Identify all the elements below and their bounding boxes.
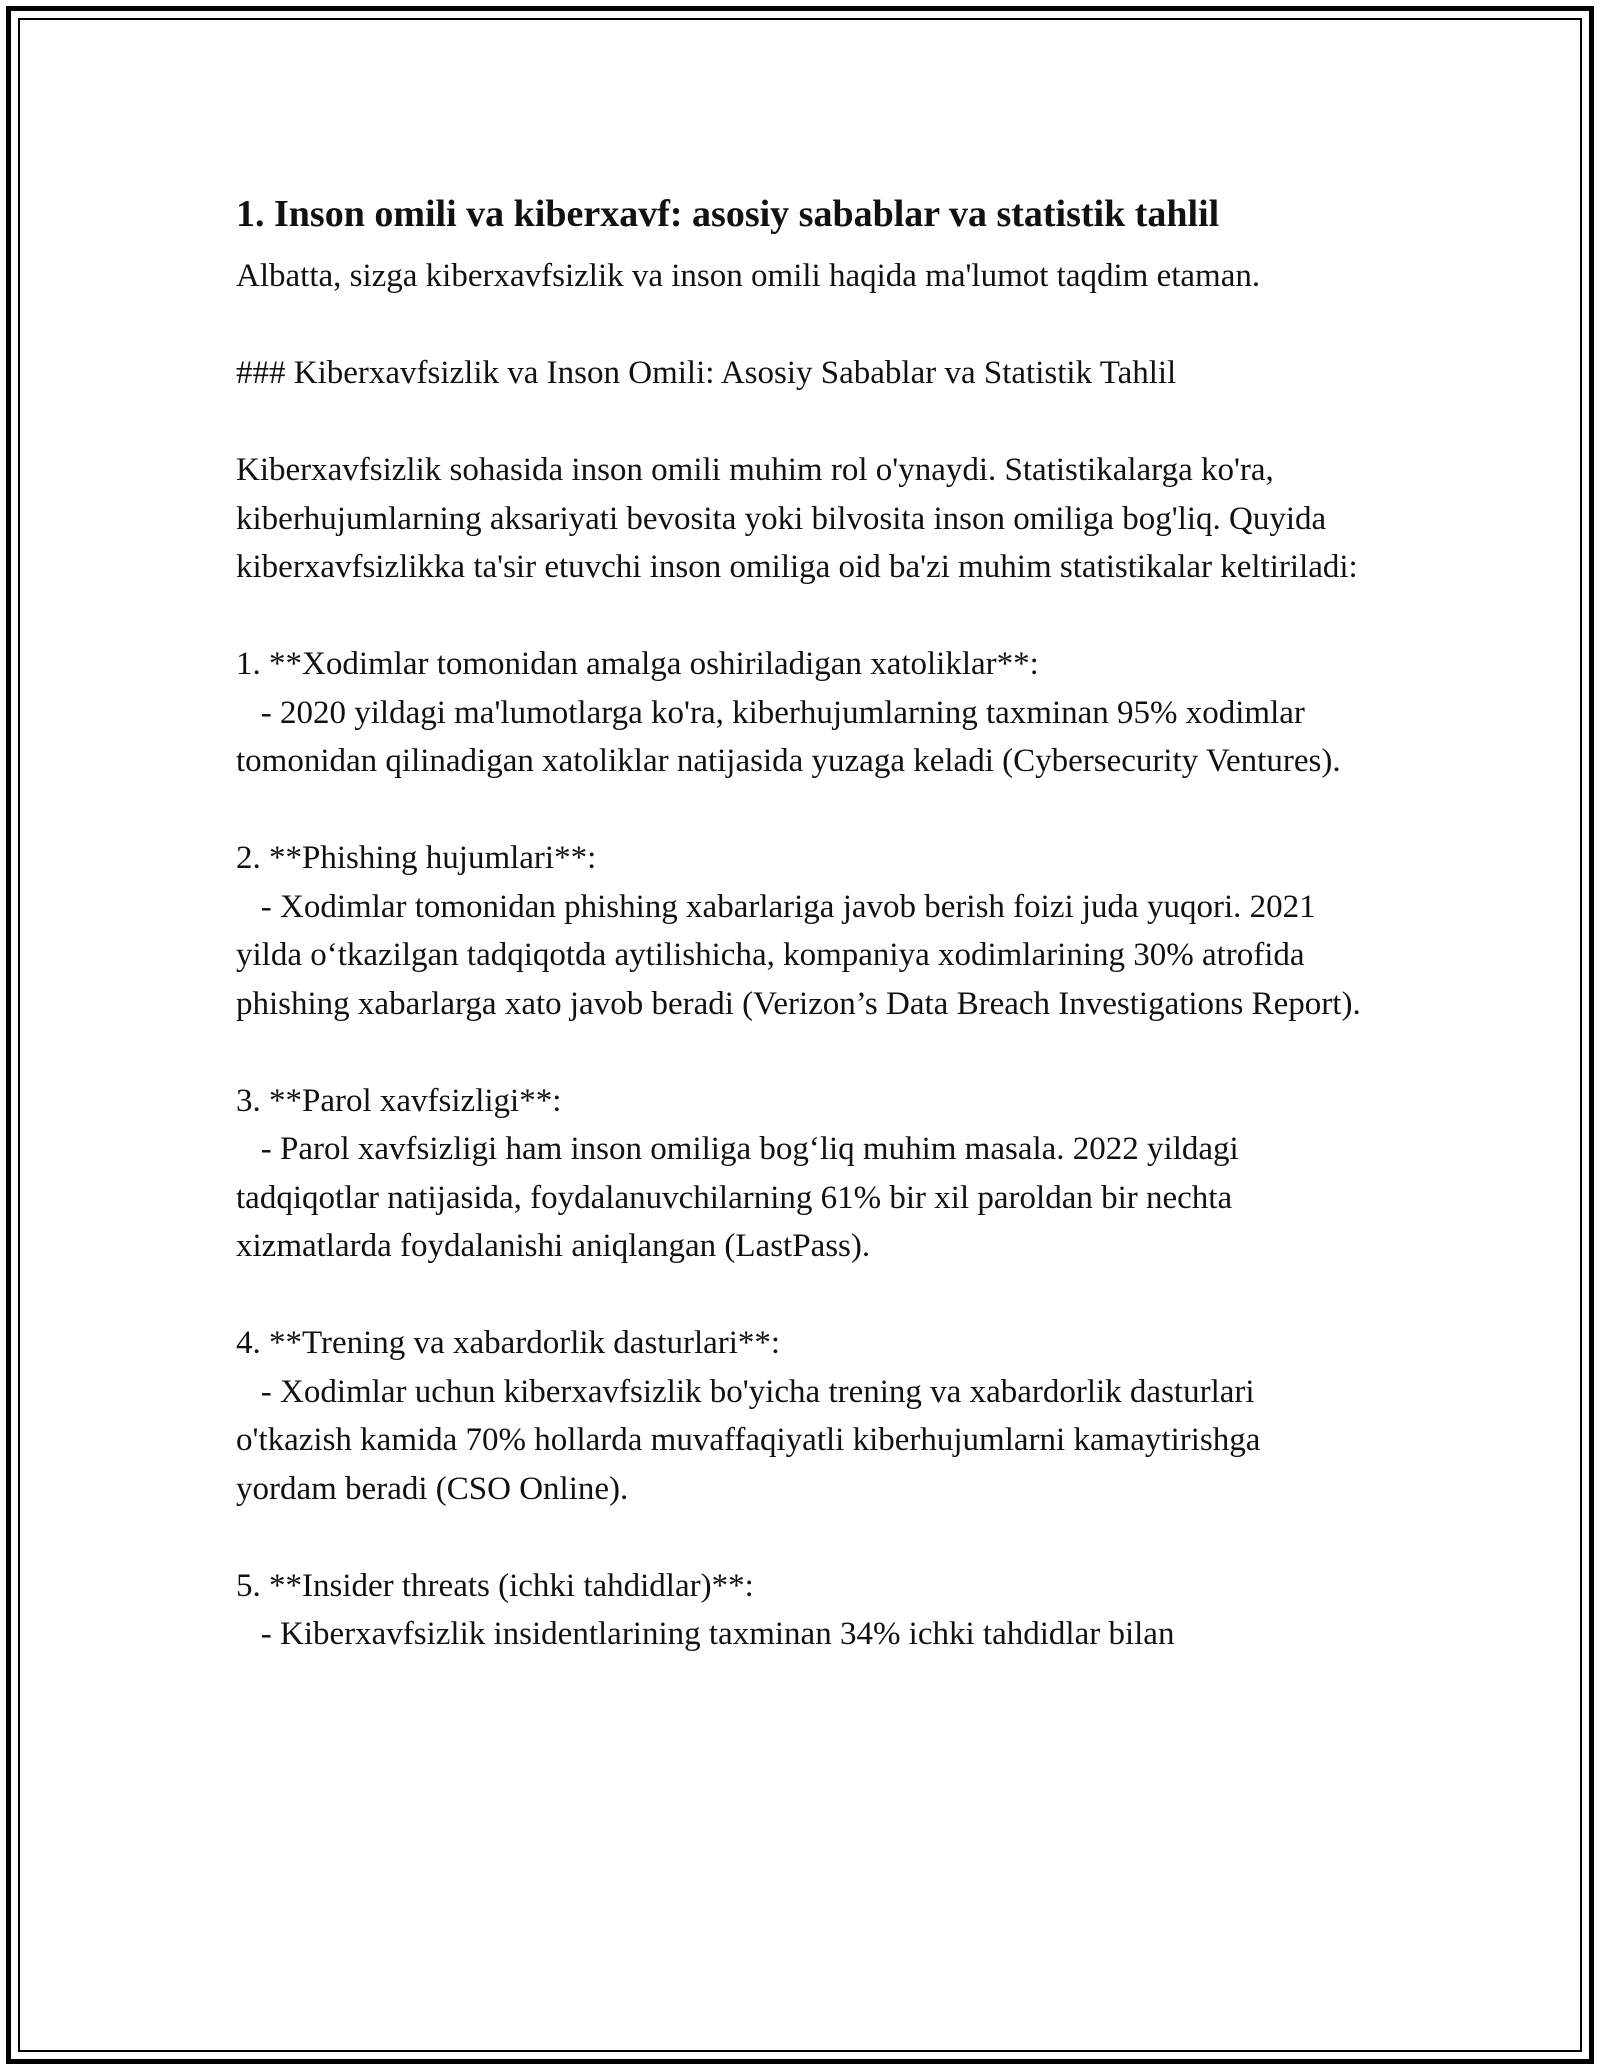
list-item (236, 834, 1366, 1028)
list-item-heading: 2. **Phishing hujumlari**: (236, 840, 597, 876)
overview-paragraph: Kiberxavfsizlik sohasida inson omili muhim rol o'ynaydi. Statistikalarga ko'ra, kiberhujumlarning aksariyati bevosita yoki bilvosita inson omiliga bog'liq. Quyida kiberxavfsizlikka ta'sir etuvchi inson omiliga oid ba'zi muhim statistikalar keltiriladi: (236, 452, 1358, 585)
list-item-body: - Kiberxavfsizlik insidentlarining taxminan 34% ichki tahdidlar bilan (236, 1616, 1175, 1652)
list-item (236, 640, 1366, 786)
document-title: 1. Inson omili va kiberxavf: asosiy sabablar va statistik tahlil (236, 193, 1220, 235)
paragraph-gap (236, 786, 1366, 835)
list-item-heading: 3. **Parol xavfsizligi**: (236, 1082, 562, 1119)
list-item (236, 1562, 1366, 1659)
subheading-line: ### Kiberxavfsizlik va Inson Omili: Asosiy Sabablar va Statistik Tahlil (236, 355, 1177, 391)
list-item-body: - 2020 yildagi ma'lumotlarga ko'ra, kiberhujumlarning taxminan 95% xodimlar tomonidan qilinadigan xatoliklar natijasida yuzaga keladi (Cybersecurity Ventures). (236, 694, 1341, 779)
paragraph-gap (236, 398, 1366, 447)
list-item-heading: 1. **Xodimlar tomonidan amalga oshiriladigan xatoliklar**: (236, 646, 1039, 682)
list-item-body: - Xodimlar tomonidan phishing xabarlariga javob berish foizi juda yuqori. 2021 yilda o‘tkazilgan tadqiqotda aytilishicha, kompaniya xodimlarining 30% atrofida phishing xabarlarga xato javob beradi (Verizon’s Data Breach Investigations Report). (236, 888, 1361, 1022)
list-item (236, 1077, 1366, 1271)
list-item-heading: 5. **Insider threats (ichki tahdidlar)**: (236, 1567, 754, 1604)
document-body (236, 186, 1366, 1659)
paragraph-gap (236, 1513, 1366, 1562)
paragraph-gap (236, 592, 1366, 641)
intro-paragraph: Albatta, sizga kiberxavfsizlik va inson omili haqida ma'lumot taqdim etaman. (236, 258, 1261, 294)
list-item-heading: 4. **Trening va xabardorlik dasturlari**: (236, 1325, 781, 1361)
list-item-body: - Parol xavfsizligi ham inson omiliga bog‘liq muhim masala. 2022 yildagi tadqiqotlar natijasida, foydalanuvchilarning 61% bir xil paroldan bir nechta xizmatlarda foydalanishi aniqlangan (LastPass). (236, 1131, 1247, 1264)
list-item-body: - Xodimlar uchun kiberxavfsizlik bo'yicha trening va xabardorlik dasturlari o'tkazish kamida 70% hollarda muvaffaqiyatli kiberhujumlarni kamaytirishga yordam beradi (CSO Online). (236, 1373, 1269, 1507)
paragraph-gap (236, 301, 1366, 350)
paragraph-gap (236, 1271, 1366, 1320)
paragraph-gap (236, 1028, 1366, 1077)
list-item (236, 1319, 1366, 1513)
